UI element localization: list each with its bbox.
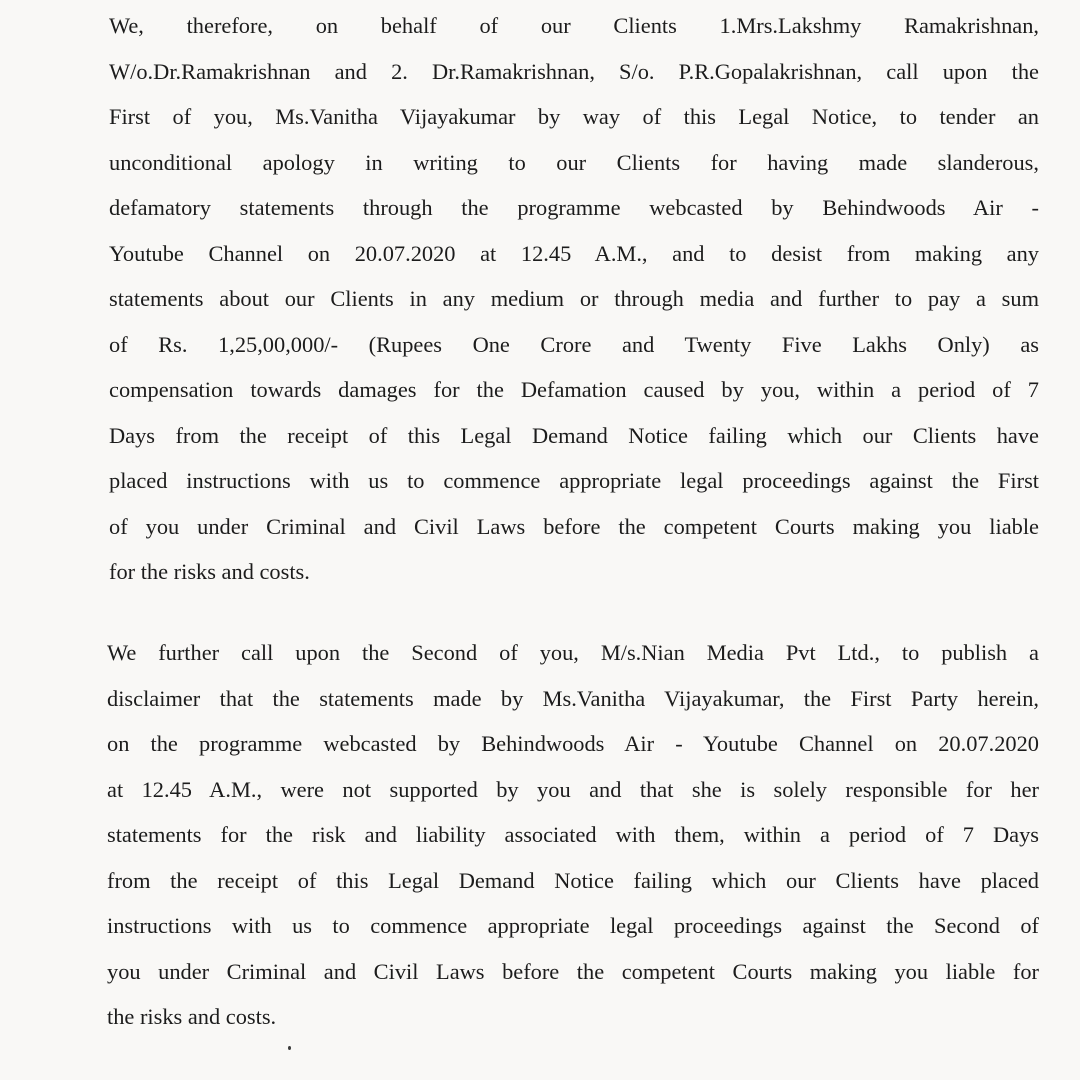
- text-line: placed instructions with us to commence appropriate legal proceedings against the First: [109, 468, 1039, 493]
- paragraph-demand-first-party: [109, 9, 1039, 601]
- text-line: at 12.45 A.M., were not supported by you and that she is solely responsible for her: [107, 776, 1039, 802]
- text-line: compensation towards damages for the Defamation caused by you, within a period of 7: [109, 377, 1039, 402]
- text-line: on the programme webcasted by Behindwoods Air - Youtube Channel on 20.07.2020: [107, 731, 1039, 756]
- text-line: of you under Criminal and Civil Laws before the competent Courts making you liable: [109, 513, 1039, 539]
- text-line: for the risks and costs.: [109, 559, 310, 584]
- text-line: W/o.Dr.Ramakrishnan and 2. Dr.Ramakrishnan, S/o. P.R.Gopalakrishnan, call upon the: [109, 58, 1039, 84]
- text-line: defamatory statements through the programme webcasted by Behindwoods Air -: [109, 195, 1039, 220]
- text-line: unconditional apology in writing to our Clients for having made slanderous,: [109, 149, 1039, 175]
- text-line: disclaimer that the statements made by Ms.Vanitha Vijayakumar, the First Party herein,: [107, 685, 1039, 711]
- paragraph-demand-second-party: [107, 636, 1039, 1046]
- text-line: statements about our Clients in any medium or through media and further to pay a sum: [109, 286, 1039, 311]
- text-line: First of you, Ms.Vanitha Vijayakumar by way of this Legal Notice, to tender an: [109, 104, 1039, 129]
- text-line: Days from the receipt of this Legal Demand Notice failing which our Clients have: [109, 422, 1039, 448]
- text-line: the risks and costs.: [107, 1004, 277, 1029]
- text-line: We, therefore, on behalf of our Clients 1.Mrs.Lakshmy Ramakrishnan,: [109, 13, 1039, 38]
- text-line: from the receipt of this Legal Demand Notice failing which our Clients have placed: [107, 867, 1039, 893]
- text-line: statements for the risk and liability associated with them, within a period of 7 Days: [107, 822, 1039, 847]
- ink-speck: [288, 1046, 291, 1050]
- text-line: We further call upon the Second of you, M/s.Nian Media Pvt Ltd., to publish a: [107, 640, 1039, 665]
- text-line: instructions with us to commence appropriate legal proceedings against the Second of: [107, 913, 1039, 938]
- text-line: of Rs. 1,25,00,000/- (Rupees One Crore and Twenty Five Lakhs Only) as: [109, 331, 1039, 357]
- text-line: Youtube Channel on 20.07.2020 at 12.45 A.M., and to desist from making any: [109, 240, 1039, 266]
- text-line: you under Criminal and Civil Laws before the competent Courts making you liable for: [107, 958, 1039, 984]
